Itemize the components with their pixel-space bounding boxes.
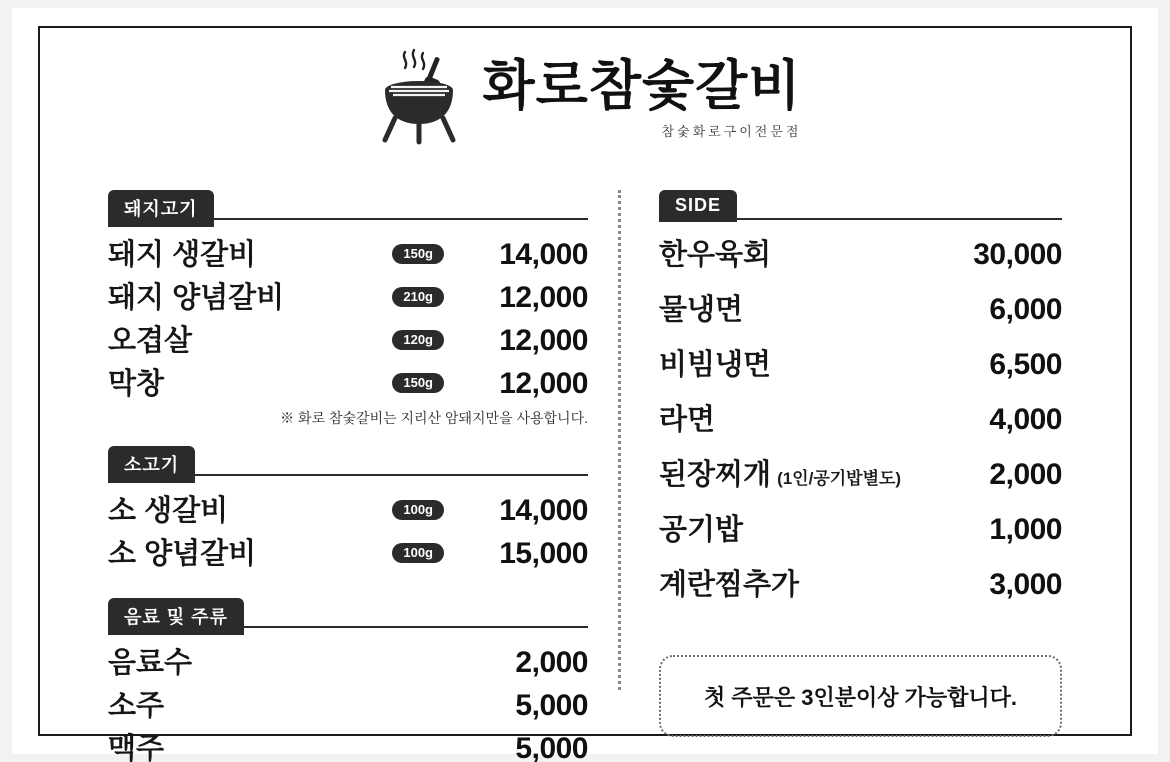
item-price: 2,000: [515, 646, 588, 679]
item-weight-badge: 100g: [392, 543, 444, 563]
section-title-side: SIDE: [659, 190, 737, 222]
item-name: 돼지 생갈비: [108, 239, 257, 271]
menu-item-row: [108, 726, 588, 762]
menu-item-row: [659, 342, 1062, 383]
item-price: 3,000: [989, 568, 1062, 601]
item-price: 15,000: [499, 537, 588, 570]
section-header: [108, 190, 588, 220]
section-header: [108, 598, 588, 628]
charcoal-grill-icon: [369, 48, 477, 148]
section-header: [659, 190, 1062, 220]
menu-item-row: [659, 397, 1062, 438]
brand-title: 화로참숯갈비: [482, 54, 802, 117]
right-column: [659, 190, 1062, 714]
section-side: [659, 190, 1062, 603]
menu-item-row: [659, 507, 1062, 548]
pork-item-list: [108, 228, 588, 402]
item-price: 5,000: [515, 689, 588, 722]
brand-logo: [369, 48, 802, 148]
item-name: 된장찌개: [659, 459, 772, 491]
item-name: 계란찜추가: [659, 569, 800, 601]
item-name: 음료수: [108, 647, 193, 679]
item-price: 12,000: [499, 324, 588, 357]
menu-item-row: [108, 318, 588, 359]
item-name: 소 생갈비: [108, 495, 229, 527]
section-drinks: [108, 598, 588, 762]
item-price: 2,000: [989, 458, 1062, 491]
section-title-pork: 돼지고기: [108, 190, 214, 227]
menu-item-row: [659, 287, 1062, 328]
order-notice-box: [659, 655, 1062, 737]
menu-item-row: [108, 361, 588, 402]
column-divider: [618, 190, 621, 690]
left-column: [108, 190, 588, 762]
menu-item-row: [659, 452, 1062, 493]
item-price: 6,500: [989, 348, 1062, 381]
section-header: [108, 446, 588, 476]
item-price: 30,000: [973, 238, 1062, 271]
item-name: 소주: [108, 690, 165, 722]
item-note: (1인/공기밥별도): [777, 469, 902, 488]
menu-card: [12, 8, 1158, 762]
item-name: 오겹살: [108, 325, 193, 357]
item-name: 비빔냉면: [659, 349, 772, 381]
menu-item-row: [659, 562, 1062, 603]
item-weight-badge: 150g: [392, 244, 444, 264]
item-price: 12,000: [499, 281, 588, 314]
item-name: 물냉면: [659, 294, 744, 326]
pork-footnote: ※ 화로 참숯갈비는 지리산 암돼지만을 사용합니다.: [280, 410, 588, 426]
menu-columns: [108, 190, 1062, 762]
section-title-drinks: 음료 및 주류: [108, 598, 244, 635]
item-weight-badge: 210g: [392, 287, 444, 307]
beef-item-list: [108, 484, 588, 572]
item-price: 5,000: [515, 732, 588, 762]
item-weight-badge: 100g: [392, 500, 444, 520]
menu-item-row: [108, 232, 588, 273]
item-price: 1,000: [989, 513, 1062, 546]
item-weight-badge: 150g: [392, 373, 444, 393]
item-name: 막창: [108, 368, 165, 400]
item-name: 공기밥: [659, 514, 744, 546]
item-name: 맥주: [108, 733, 165, 762]
menu-item-row: [108, 531, 588, 572]
menu-item-row: [108, 640, 588, 681]
menu-item-row: [659, 232, 1062, 273]
section-pork: [108, 190, 588, 428]
brand-text-block: [483, 48, 802, 140]
item-name: 라면: [659, 404, 716, 436]
item-price: 6,000: [989, 293, 1062, 326]
menu-header: [12, 48, 1158, 148]
side-item-list: [659, 228, 1062, 603]
item-price: 12,000: [499, 367, 588, 400]
section-title-beef: 소고기: [108, 446, 195, 483]
item-price: 14,000: [499, 494, 588, 527]
order-notice-text: 첫 주문은 3인분이상 가능합니다.: [704, 684, 1017, 710]
section-beef: [108, 446, 588, 572]
menu-item-row: [108, 275, 588, 316]
item-name: 소 양념갈비: [108, 538, 257, 570]
item-price: 4,000: [989, 403, 1062, 436]
item-price: 14,000: [499, 238, 588, 271]
menu-item-row: [108, 488, 588, 529]
item-name: 돼지 양념갈비: [108, 282, 285, 314]
menu-item-row: [108, 683, 588, 724]
item-name: 한우육회: [659, 239, 772, 271]
item-weight-badge: 120g: [392, 330, 444, 350]
drinks-item-list: [108, 636, 588, 762]
brand-subtitle: 참숯화로구이전문점: [661, 123, 802, 139]
